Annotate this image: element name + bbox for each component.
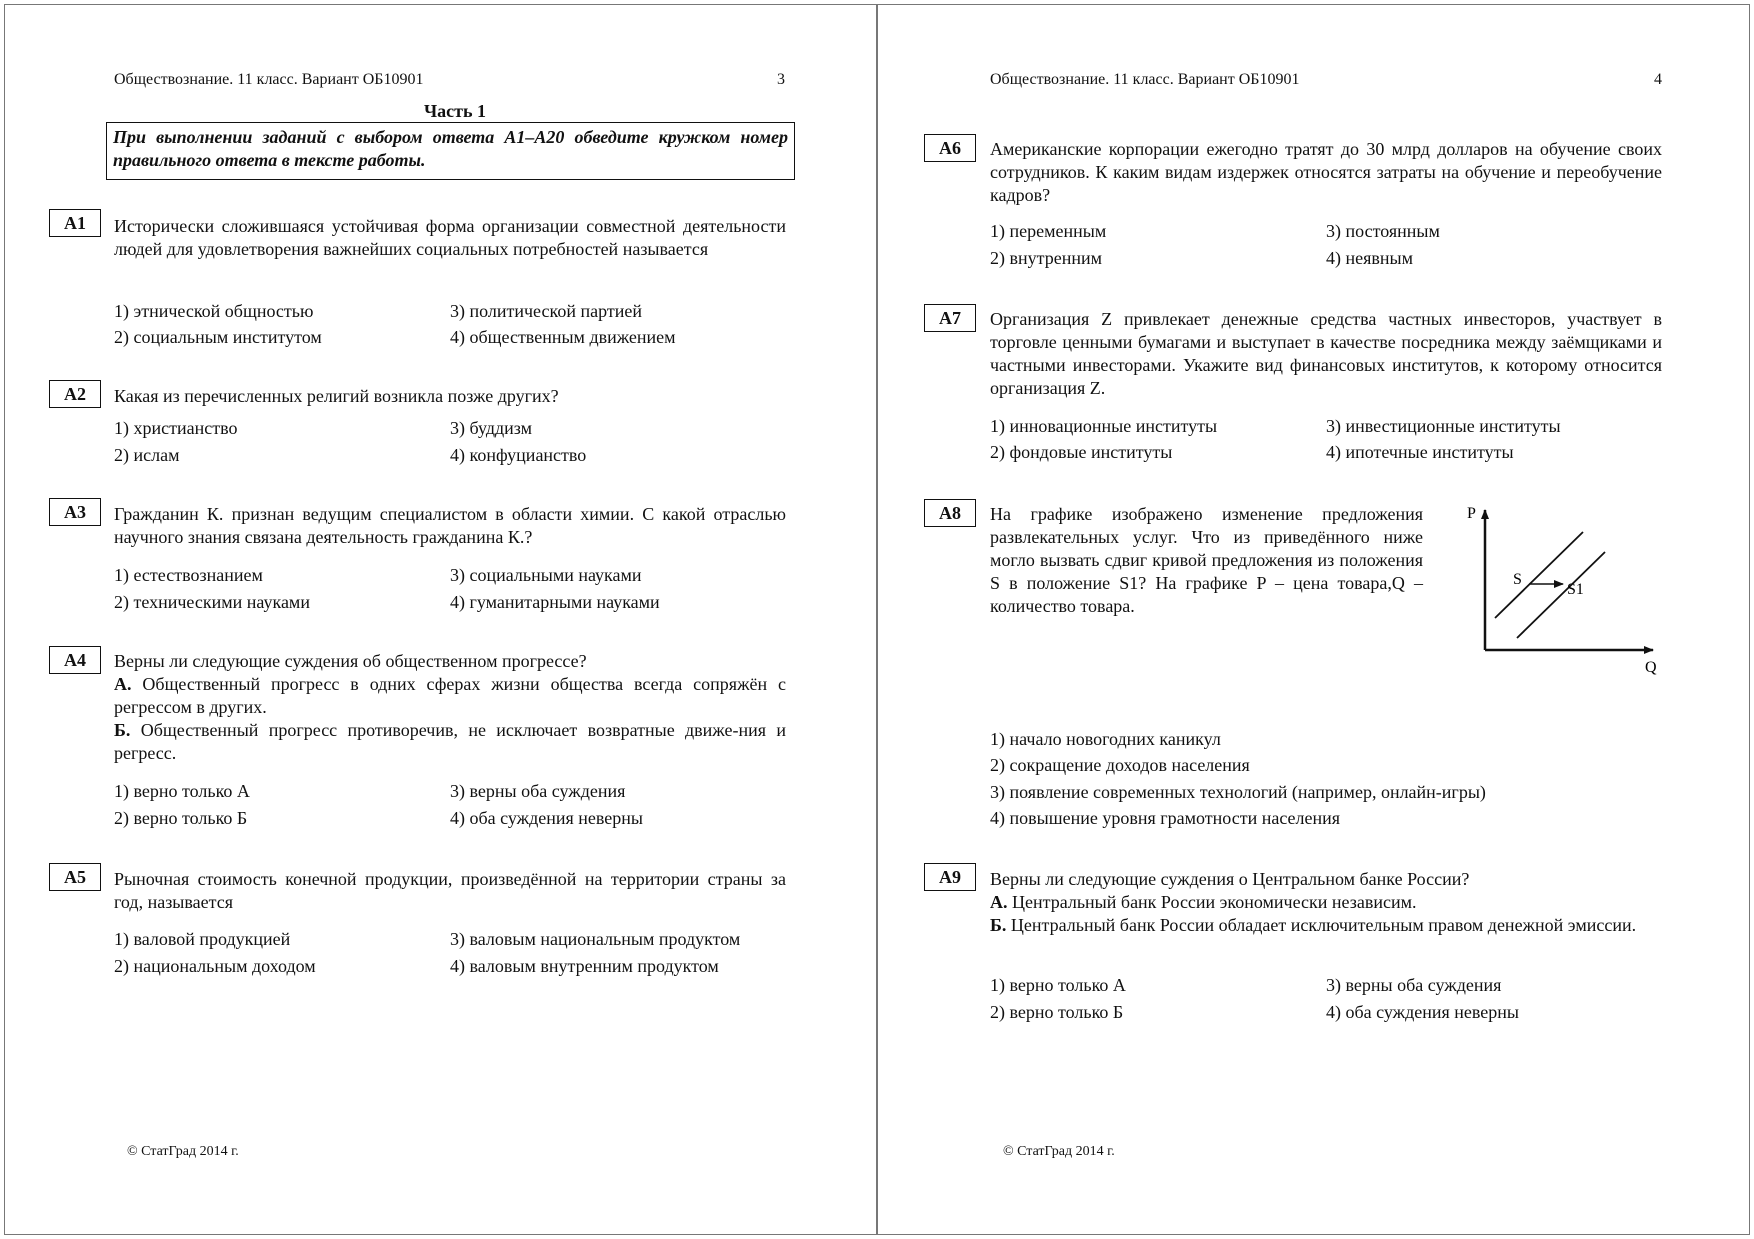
answer-option[interactable]: 1) инновационные институты [990, 416, 1218, 436]
statement-b-text: Центральный банк России обладает исключительным правом денежной эмиссии. [1010, 915, 1637, 935]
answer-option[interactable]: 3) буддизм [450, 418, 533, 438]
statement-b-label: Б. [990, 915, 1007, 935]
answer-option[interactable]: 2) верно только Б [114, 808, 248, 828]
statement-b-text: Общественный прогресс противоречив, не исключает возвратные движе-ния и регресс. [114, 720, 786, 763]
answer-option[interactable]: 1) переменным [990, 221, 1107, 241]
answer-option[interactable]: 4) неявным [1326, 248, 1414, 268]
answer-option[interactable]: 3) постоянным [1326, 221, 1440, 241]
answer-option[interactable]: 3) верны оба суждения [1326, 975, 1502, 995]
statement-b [990, 914, 1662, 937]
answer-option[interactable]: 1) христианство [114, 418, 238, 438]
answer-option[interactable]: 2) внутренним [990, 248, 1102, 268]
answer-option[interactable]: 4) гуманитарными науками [450, 592, 660, 612]
question-block [990, 868, 1662, 937]
answer-option[interactable]: 3) социальными науками [450, 565, 642, 585]
left-page [4, 4, 877, 1235]
instruction-box: При выполнении заданий с выбором ответа A1–A20 обведите кружком номер правильного ответа в тексте работы. [106, 122, 795, 180]
question-label: A6 [924, 134, 976, 162]
statement-b-label: Б. [114, 720, 131, 740]
answer-option[interactable]: 1) валовой продукцией [114, 929, 291, 949]
question-label: A9 [924, 863, 976, 891]
answer-option[interactable]: 2) верно только Б [990, 1002, 1124, 1022]
question-label: A2 [49, 380, 101, 408]
right-page [877, 4, 1750, 1235]
statement-a-text: Общественный прогресс в одних сферах жизни общества всегда сопряжён с регрессом в других. [114, 674, 787, 717]
answer-option[interactable]: 3) появление современных технологий (например, онлайн-игры) [990, 782, 1486, 802]
answer-option[interactable]: 1) начало новогодних каникул [990, 729, 1221, 749]
page-header: Обществознание. 11 класс. Вариант ОБ10901 [990, 71, 1300, 88]
question-text: Рыночная стоимость конечной продукции, произведённой на территории страны за год, называется [114, 869, 786, 912]
statement-a-label: А. [990, 892, 1008, 912]
x-axis-label: Q [1645, 659, 1657, 676]
answer-option[interactable]: 1) этнической общностью [114, 301, 314, 321]
answer-option[interactable]: 1) естествознанием [114, 565, 263, 585]
question-label: A1 [49, 209, 101, 237]
statement-b [114, 719, 786, 765]
answer-option[interactable]: 4) ипотечные институты [1326, 442, 1514, 462]
answer-option[interactable]: 3) валовым национальным продуктом [450, 929, 741, 949]
statement-a-label: А. [114, 674, 132, 694]
curve-label-s1: S1 [1567, 581, 1584, 598]
y-axis-label: P [1467, 505, 1476, 522]
question-text: Верны ли следующие суждения об общественном прогрессе? [114, 651, 587, 671]
answer-option[interactable]: 4) оба суждения неверны [1326, 1002, 1520, 1022]
question-text: Американские корпорации ежегодно тратят до 30 млрд долларов на обучение своих сотрудников. К каким видам издержек относятся затраты на обучение и переобучение кадров? [990, 139, 1662, 205]
question-text: Исторически сложившаяся устойчивая форма организации совместной деятельности людей для удовлетворения важнейших социальных потребностей называется [114, 216, 786, 259]
part-title: Часть 1 [423, 101, 487, 121]
page-header: Обществознание. 11 класс. Вариант ОБ10901 [114, 71, 424, 88]
answer-option[interactable]: 4) конфуцианство [450, 445, 587, 465]
answer-option[interactable]: 3) политической партией [450, 301, 642, 321]
answer-option[interactable]: 2) техническими науками [114, 592, 310, 612]
question-text: Какая из перечисленных религий возникла позже других? [114, 386, 559, 406]
question-text: На графике изображено изменение предложения развлекательных услуг. Что из приведённого ниже могло вызвать сдвиг кривой предложения из положения S в положение S1? На графике P – цена товара,Q – количество товара. [990, 504, 1423, 616]
answer-option[interactable]: 4) общественным движением [450, 327, 676, 347]
answer-option[interactable]: 2) социальным институтом [114, 327, 322, 347]
page-footer: © СтатГрад 2014 г. [1003, 1144, 1115, 1159]
curve-label-s: S [1513, 571, 1522, 588]
question-text: Верны ли следующие суждения о Центральном банке России? [990, 869, 1470, 889]
supply-shift-graph [1453, 500, 1693, 680]
answer-option[interactable]: 3) верны оба суждения [450, 781, 626, 801]
answer-option[interactable]: 2) национальным доходом [114, 956, 316, 976]
supply-curve-s [1495, 532, 1583, 618]
question-label: A5 [49, 863, 101, 891]
statement-a [990, 891, 1662, 914]
question-text: Организация Z привлекает денежные средства частных инвесторов, участвует в торговле ценными бумагами и выступает в качестве посредника между заёмщиками и частными инвесторами. Укажите вид финансовых институтов, к которому относится организация Z. [990, 309, 1662, 398]
statement-a [114, 673, 786, 719]
answer-option[interactable]: 4) оба суждения неверны [450, 808, 644, 828]
page-number: 4 [1654, 71, 1662, 88]
answer-option[interactable]: 2) ислам [114, 445, 180, 465]
answer-option[interactable]: 4) повышение уровня грамотности населения [990, 808, 1341, 828]
answer-option[interactable]: 1) верно только А [990, 975, 1126, 995]
statement-a-text: Центральный банк России экономически независим. [1012, 892, 1417, 912]
question-text: Гражданин К. признан ведущим специалистом в области химии. С какой отраслью научного знания связана деятельность гражданина К.? [114, 504, 786, 547]
question-label: A3 [49, 498, 101, 526]
answer-option[interactable]: 2) фондовые институты [990, 442, 1173, 462]
question-label: A4 [49, 646, 101, 674]
question-block [114, 650, 786, 765]
answer-option[interactable]: 4) валовым внутренним продуктом [450, 956, 719, 976]
supply-curve-s1 [1517, 552, 1605, 638]
answer-option[interactable]: 1) верно только А [114, 781, 250, 801]
question-label: A8 [924, 499, 976, 527]
question-label: A7 [924, 304, 976, 332]
answer-option[interactable]: 2) сокращение доходов населения [990, 755, 1250, 775]
answer-option[interactable]: 3) инвестиционные институты [1326, 416, 1561, 436]
page-number: 3 [777, 71, 785, 88]
page-footer: © СтатГрад 2014 г. [127, 1144, 239, 1159]
